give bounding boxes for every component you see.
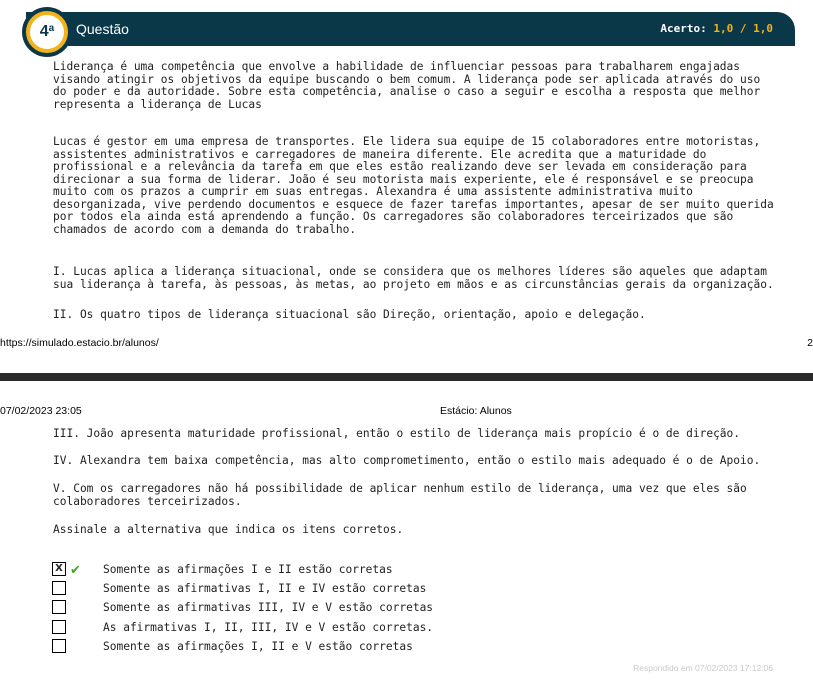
print-datetime: 07/02/2023 23:05: [0, 405, 82, 417]
page-number: 2: [807, 337, 813, 349]
score-value: 1,0 / 1,0: [713, 22, 773, 35]
option-label-4: As afirmativas I, II, III, IV e V estão corretas.: [103, 621, 434, 634]
statement-1: I. Lucas aplica a liderança situacional, onde se considera que os melhores líderes são aqueles que adaptam sua liderança à tarefa, às pessoas, às metas, ao projeto em mãos e as circunstâncias gerais da organização.: [53, 265, 774, 291]
statement-4: IV. Alexandra tem baixa competência, mas alto comprometimento, então o estilo mais adequado é o de Apoio.: [53, 454, 761, 467]
question-title: Questão: [76, 21, 129, 37]
score: [660, 22, 773, 35]
option-checkbox-2[interactable]: [52, 581, 66, 595]
page-divider: [0, 373, 813, 381]
option-checkbox-4[interactable]: [52, 620, 66, 634]
correct-check-icon: ✔: [70, 563, 81, 578]
statement-5: V. Com os carregadores não há possibilidade de aplicar nenhum estilo de liderança, uma vez que eles são colaboradores terceirizados.: [53, 482, 747, 508]
question-number-badge: [22, 7, 72, 57]
option-checkbox-1[interactable]: X: [52, 562, 66, 576]
option-label-2: Somente as afirmativas I, II e IV estão corretas: [103, 582, 427, 595]
option-label-5: Somente as afirmações I, II e V estão corretas: [103, 640, 413, 653]
instruction: Assinale a alternativa que indica os itens corretos.: [53, 523, 404, 536]
score-label: Acerto:: [660, 22, 707, 35]
statement-3: III. João apresenta maturidade profissional, então o estilo de liderança mais propício é o de direção.: [53, 427, 741, 440]
case-paragraph: Lucas é gestor em uma empresa de transportes. Ele lidera sua equipe de 15 colaboradores entre motoristas, assistentes administrativos e carregadores de maneira diferente. Ele acredita que a maturidade do profissional e a relevância da tarefa em que eles estão realizando deve ser levada em consideração para direcionar a sua forma de liderar. João é seu motorista mais experiente, ele é responsável e se preocupa muito com os prazos a cumprir em suas entregas. Alexandra é uma assistente administrativa muito desorganizada, vive perdendo documentos e esquece de fazer tarefas importantes, apesar de ser muito querida por todos ela ainda está aprendendo a função. Os carregadores são colaboradores terceirizados que são chamados de acordo com a demanda do trabalho.: [53, 135, 774, 236]
option-checkbox-3[interactable]: [52, 600, 66, 614]
option-checkbox-5[interactable]: [52, 639, 66, 653]
intro-paragraph: Liderança é uma competência que envolve a habilidade de influenciar pessoas para trabalharem engajadas visando atingir os objetivos da equipe buscando o bem comum. A liderança pode ser aplicada através do uso do poder e da autoridade. Sobre esta competência, analise o caso a seguir e escolha a resposta que melhor representa a liderança de Lucas: [53, 60, 761, 111]
print-site-title: Estácio: Alunos: [440, 405, 512, 417]
statement-2: II. Os quatro tipos de liderança situacional são Direção, orientação, apoio e delegação.: [53, 308, 646, 321]
question-ordinal: a: [48, 22, 55, 34]
option-label-1: Somente as afirmações I e II estão corretas: [103, 563, 393, 576]
page-url: https://simulado.estacio.br/alunos/: [0, 337, 159, 349]
badge-ring: [26, 11, 68, 53]
option-label-3: Somente as afirmativas III, IV e V estão corretas: [103, 601, 434, 614]
question-number: 4: [39, 23, 49, 40]
answered-timestamp: Respondido em 07/02/2023 17:12:06: [633, 663, 773, 673]
